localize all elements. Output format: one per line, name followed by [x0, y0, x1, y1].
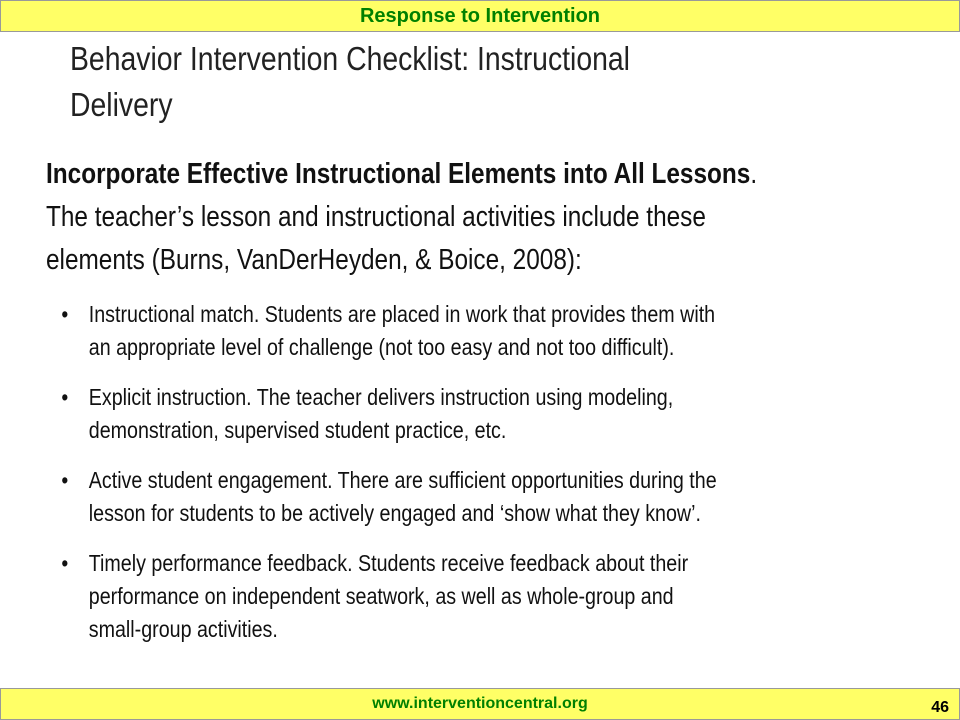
slide-title [70, 36, 775, 128]
bullet-line: Explicit instruction. The teacher delivers instruction using modeling, [88, 384, 674, 410]
footer-url-link[interactable]: www.interventioncentral.org [372, 695, 588, 712]
bullet-line: Instructional match. Students are placed in work that provides them with [88, 301, 716, 327]
footer-bar [0, 688, 960, 720]
intro-line-3: elements (Burns, VanDerHeyden, & Boice, 2008): [46, 244, 582, 276]
bullet-dot-icon: • [61, 384, 69, 410]
bullet-line: performance on independent seatwork, as well as whole-group and [88, 583, 674, 609]
bullet-line: Active student engagement. There are sufficient opportunities during the [88, 467, 717, 493]
intro-heading-punctuation: . [750, 158, 758, 190]
header-banner: Response to Intervention [0, 0, 960, 32]
intro-line-1 [46, 153, 920, 196]
bullet-line: an appropriate level of challenge (not too easy and not too difficult). [88, 334, 675, 360]
bullet-line: demonstration, supervised student practice, etc. [88, 417, 507, 443]
slide-title-line-1: Behavior Intervention Checklist: Instructional [70, 40, 630, 77]
bullet-item-explicit-instruction [58, 381, 939, 447]
bullet-dot-icon: • [61, 467, 69, 493]
bullet-list [58, 298, 939, 663]
intro-paragraph [46, 153, 920, 282]
bullet-item-instructional-match [58, 298, 939, 364]
bullet-dot-icon: • [61, 550, 69, 576]
slide-title-line-2: Delivery [70, 86, 173, 123]
intro-heading: Incorporate Effective Instructional Elements into All Lessons [46, 158, 751, 190]
bullet-item-active-engagement [58, 464, 939, 530]
bullet-item-timely-feedback [58, 547, 939, 646]
bullet-line: lesson for students to be actively engaged and ‘show what they know’. [88, 500, 701, 526]
intro-line-2: The teacher’s lesson and instructional activities include these [46, 201, 706, 233]
bullet-line: small-group activities. [88, 616, 278, 642]
bullet-dot-icon: • [61, 301, 69, 327]
bullet-line: Timely performance feedback. Students receive feedback about their [88, 550, 689, 576]
page-number: 46 [931, 699, 949, 716]
